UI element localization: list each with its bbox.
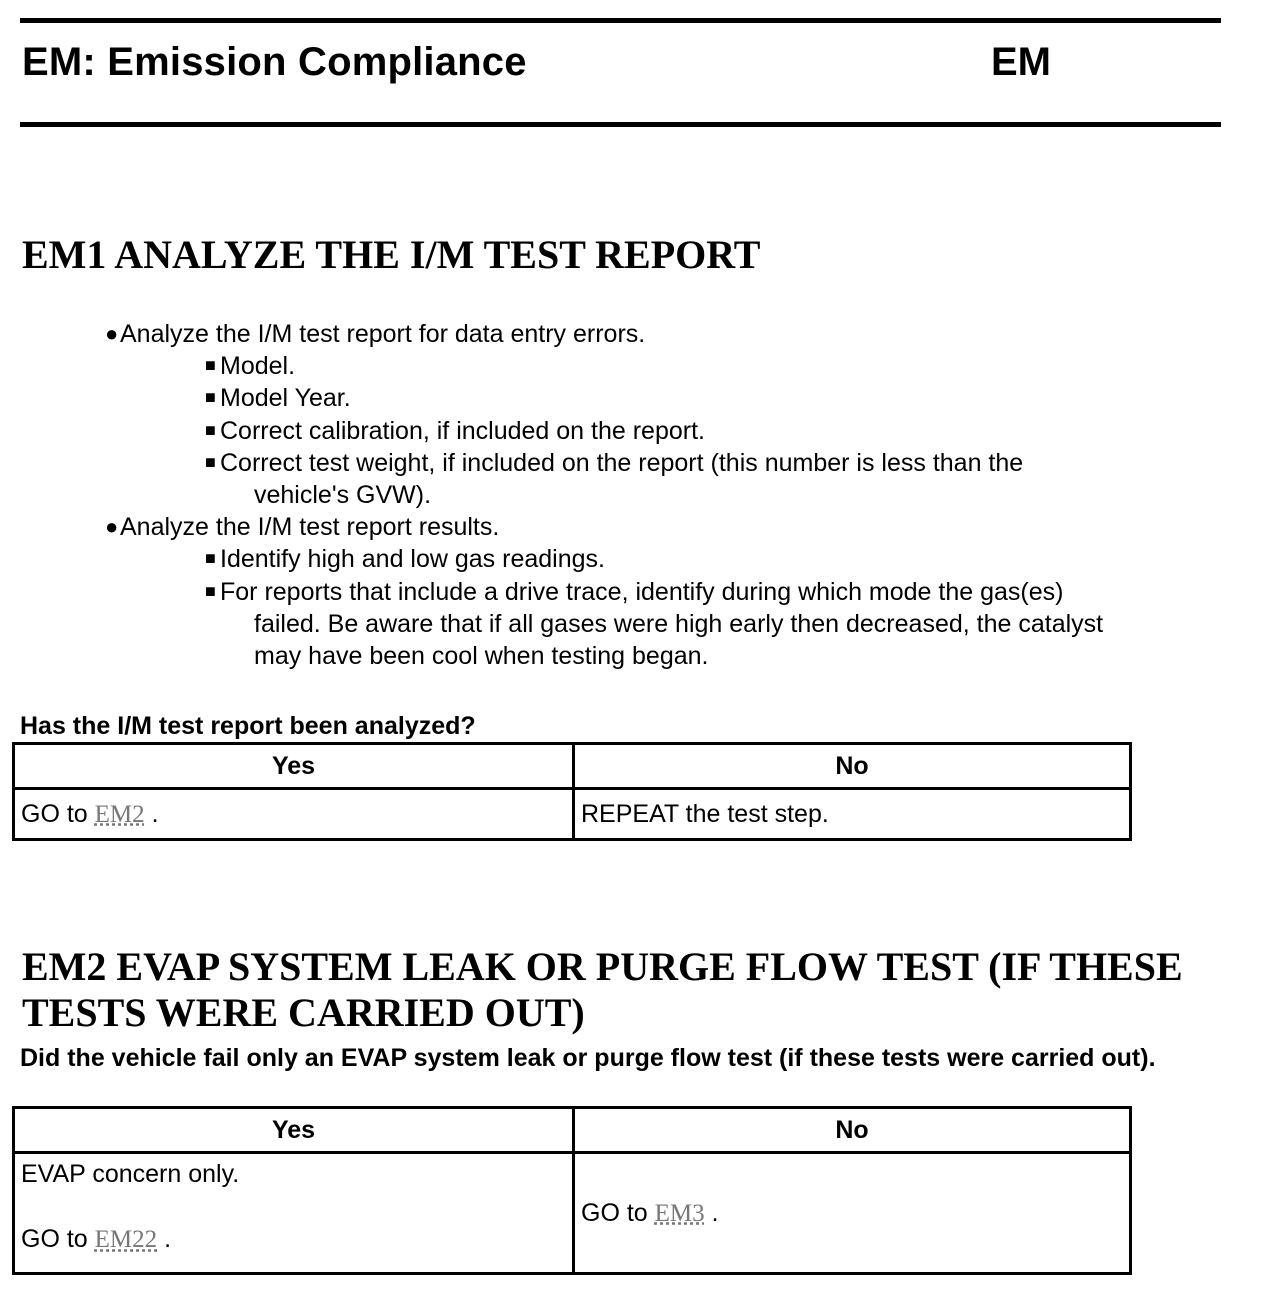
section-title-em2: EM2 EVAP SYSTEM LEAK OR PURGE FLOW TEST (IF THESE TESTS WERE CARRIED OUT) (22, 944, 1183, 1035)
em1-decision-table (12, 742, 1132, 841)
round-bullet-icon: ● (105, 321, 119, 346)
square-bullet-icon: ■ (205, 548, 216, 569)
em1-instruction-list (0, 318, 1264, 672)
sub-list-item (0, 382, 1264, 414)
em1-question: Has the I/M test report been analyzed? (20, 712, 476, 740)
go-to-text: GO to (581, 1198, 648, 1227)
sub-list-item-text: Identify high and low gas readings. (220, 545, 605, 574)
no-cell: REPEAT the test step. (574, 789, 1131, 840)
sub-list-item (0, 415, 1264, 447)
square-bullet-icon: ■ (205, 387, 216, 408)
square-bullet-icon: ■ (205, 355, 216, 376)
list-item-text: Analyze the I/M test report results. (120, 513, 500, 542)
yes-cell (14, 789, 574, 840)
sub-list-item-text: Model. (220, 352, 296, 381)
header-bottom-rule (20, 122, 1221, 127)
sub-list-item-continuation: vehicle's GVW). (254, 481, 432, 510)
list-item-text: Analyze the I/M test report for data entry errors. (120, 320, 646, 348)
page-header-title: EM: Emission Compliance (22, 40, 527, 84)
list-item (0, 318, 1264, 350)
list-item (0, 511, 1264, 543)
sub-list-item-text: Model Year. (220, 384, 351, 413)
page-header-code: EM (991, 40, 1051, 84)
square-bullet-icon: ■ (205, 451, 216, 472)
no-column-header: No (574, 744, 1131, 789)
link-suffix: . (711, 1198, 719, 1227)
section-title-em1: EM1 ANALYZE THE I/M TEST REPORT (22, 232, 761, 277)
link-suffix: . (164, 1225, 172, 1253)
sub-list-item (0, 576, 1264, 673)
table-header-row (14, 1108, 1131, 1153)
header-top-rule (20, 18, 1221, 23)
em2-question: Did the vehicle fail only an EVAP system leak or purge flow test (if these tests were carried out). (20, 1044, 1156, 1072)
sub-list-item (0, 543, 1264, 575)
square-bullet-icon: ■ (205, 580, 216, 601)
yes-column-header: Yes (14, 1108, 574, 1153)
table-row (14, 1153, 1131, 1274)
em2-link[interactable]: EM2 (94, 800, 145, 828)
yes-column-header: Yes (14, 744, 574, 789)
sub-list-item (0, 350, 1264, 382)
sub-list-item-text: For reports that include a drive trace, identify during which mode the gas(es) (220, 577, 1064, 606)
yes-cell-text: EVAP concern only. (21, 1160, 240, 1188)
em3-link[interactable]: EM3 (654, 1199, 705, 1227)
table-header-row (14, 744, 1131, 789)
yes-cell (14, 1153, 574, 1274)
sub-list-item-continuation: may have been cool when testing began. (254, 642, 709, 671)
go-to-text: GO to (21, 799, 88, 828)
em2-decision-table (12, 1106, 1132, 1275)
sub-list-item-continuation: failed. Be aware that if all gases were high early then decreased, the catalyst (254, 609, 1104, 638)
table-row (14, 789, 1131, 840)
em22-link[interactable]: EM22 (94, 1226, 158, 1253)
no-column-header: No (574, 1108, 1131, 1153)
sub-list-item-text: Correct calibration, if included on the report. (220, 416, 705, 445)
go-to-text: GO to (21, 1225, 88, 1253)
no-cell (574, 1153, 1131, 1274)
sub-list-item (0, 447, 1264, 511)
round-bullet-icon: ● (105, 514, 119, 540)
link-suffix: . (151, 799, 159, 828)
square-bullet-icon: ■ (205, 419, 216, 440)
sub-list-item-text: Correct test weight, if included on the report (this number is less than the (220, 448, 1024, 477)
cell-spacer (21, 1189, 566, 1225)
